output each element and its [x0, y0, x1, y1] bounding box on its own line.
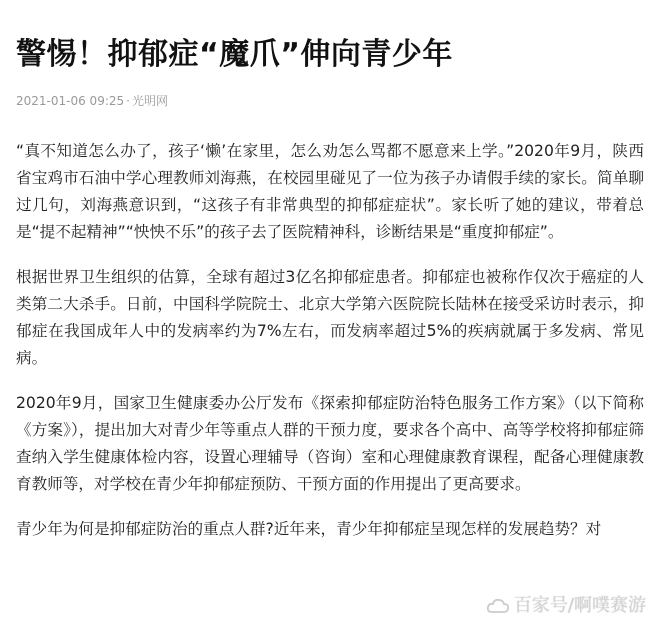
paragraph-3: 2020年9月，国家卫生健康委办公厅发布《探索抑郁症防治特色服务工作方案》（以下简称《方案》），提出加大对青少年等重点人群的干预力度，要求各个高中、高等学校将抑郁症筛查纳入学生健康体检内容，设置心理辅导（咨询）室和心理健康教育课程，配备心理健康教育教师等，对学校在青少年抑郁症预防、干预方面的作用提出了更高要求。 [16, 394, 644, 493]
publish-date: 2021-01-06 09:25 [16, 94, 125, 108]
meta-separator: · [126, 94, 130, 108]
article-body [16, 138, 644, 543]
article-meta [16, 92, 644, 110]
article [16, 0, 644, 561]
watermark-text: 百家号/啊噗赛游 [513, 595, 646, 616]
article-title: 警惕！抑郁症“魔爪”伸向青少年 [16, 37, 453, 72]
paragraph-2: 根据世界卫生组织的估算，全球有超过3亿名抑郁症患者。抑郁症也被称作仅次于癌症的人类第二大杀手。日前，中国科学院院士、北京大学第六医院院长陆林在接受采访时表示，抑郁症在我国成年人中的发病率约为7%左右，而发病率超过5%的疾病就属于多发病、常见病。 [16, 268, 644, 367]
cloud-logo-icon [486, 597, 510, 615]
article-source[interactable]: 光明网 [131, 94, 168, 108]
paragraph-4: 青少年为何是抑郁症防治的重点人群?近年来，青少年抑郁症呈现怎样的发展趋势？对 [16, 520, 602, 538]
paragraph-1: “真不知道怎么办了，孩子‘懒’在家里，怎么劝怎么骂都不愿意来上学。”2020年9月，陕西省宝鸡市石油中学心理教师刘海燕，在校园里碰见了一位为孩子办请假手续的家长。简单聊过几句，刘海燕意识到，“这孩子有非常典型的抑郁症症状”。家长听了她的建议，带着总是“提不起精神”“怏怏不乐”的孩子去了医院精神科，诊断结果是“重度抑郁症”。 [16, 142, 644, 241]
watermark [486, 594, 646, 618]
